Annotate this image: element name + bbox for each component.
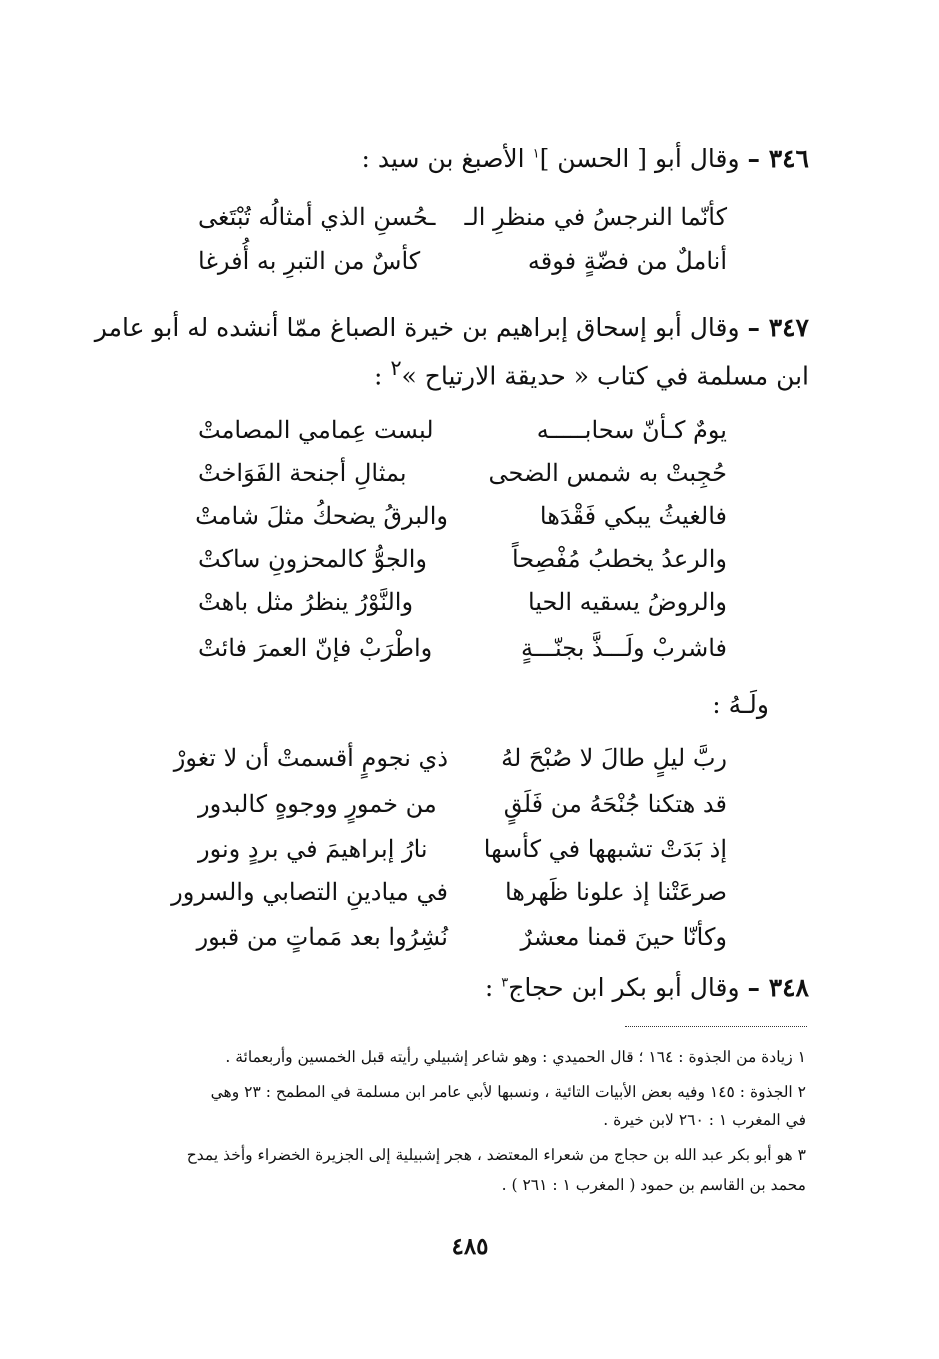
verse-hemistich-left: نارُ إبراهيمَ في بردٍ ونور (198, 835, 428, 863)
entry-text: وقال أبو [ الحسن ] (539, 144, 740, 173)
footnote-number: ٣ (797, 1146, 806, 1164)
verse-hemistich-right: والرعدُ يخطبُ مُفْصِحاً (511, 545, 727, 573)
entry-346-heading (361, 144, 809, 173)
verse-hemistich-right: صرعَتْنا إذ علونا ظَهرها (504, 878, 727, 906)
entry-text: : (373, 361, 383, 391)
verse-hemistich-right: والروضُ يسقيه الحيا (527, 588, 727, 616)
verse-hemistich-right: حُجِبتْ به شمس الضحى (488, 459, 727, 487)
footnote-ref: ١ (532, 146, 540, 162)
verse-hemistich-left: كأسٌ من التبرِ به أُفرغا (198, 247, 421, 275)
entry-number: ٣٤٨ – (747, 973, 809, 1002)
entry-text: ابن مسلمة في كتاب « حديقة الارتياح » (401, 361, 809, 391)
verse-hemistich-left: والبرقُ يضحكُ مثلَ شامتْ (195, 502, 448, 530)
entry-text: وقال أبو بكر ابن حجاج (508, 973, 740, 1002)
entry-348-heading (485, 973, 809, 1002)
verse-hemistich-left: بمثالِ أجنحة الفَوَاختْ (198, 459, 407, 487)
footnote-number: ٢ (797, 1083, 806, 1101)
verse-hemistich-left: من خمورٍ ووجوهٍ كالبدور (198, 790, 437, 818)
entry-text: الأصبغ بن سيد : (361, 144, 525, 173)
verse-hemistich-right: وكأنّا حينَ قمنا معشرٌ (520, 923, 727, 951)
verse-hemistich-left: واطْرَبْ فإنّ العمرَ فائتْ (198, 634, 433, 662)
footnote-text: زيادة من الجذوة : ١٦٤ ؛ قال الحميدي : وهو شاعر إشبيلي رأيته قبل الخمسين وأربعمائة . (225, 1048, 793, 1066)
entry-text: : (484, 973, 494, 1002)
verse-hemistich-left: ذي نجومٍ أقسمتْ أن لا تغورْ (173, 744, 448, 772)
verse-hemistich-left: نُشِرُوا بعد مَماتٍ من قبور (196, 923, 448, 951)
verse-hemistich-left: في ميادينِ التصابي والسرور (171, 878, 448, 906)
verse-hemistich-right: ربَّ ليلٍ طالَ لا صُبْحَ لهُ (501, 744, 727, 772)
verse-hemistich-left: والنَّوْرُ ينظرُ مثل باهتْ (198, 588, 414, 616)
verse-hemistich-right: يومٌ كـأنّ سحابـــــه (536, 416, 727, 444)
footnote-3-continuation: محمد بن القاسم بن حمود ( المغرب ١ : ٢٦١ ) . (501, 1176, 806, 1194)
entry-347-continuation (374, 356, 809, 390)
verse-hemistich-left: والجوُّ كالمحزونِ ساكتْ (198, 545, 428, 573)
page-number: ٤٨٥ (451, 1233, 489, 1260)
verse-hemistich-left: ـحُسنِ الذي أمثالُه تُبْتَغى (198, 203, 436, 231)
verse-hemistich-left: لبست عِمامي المصامتْ (198, 416, 434, 444)
footnote-ref: ٣ (501, 975, 509, 991)
footnote-separator (625, 1026, 807, 1027)
entry-number: ٣٤٧ – (747, 313, 809, 342)
entry-number: ٣٤٦ – (747, 144, 809, 173)
verse-hemistich-right: فالغيثُ يبكي فَقْدَها (539, 502, 727, 530)
footnote-2-continuation: في المغرب ١ : ٢٦٠ لابن خيرة . (603, 1111, 806, 1129)
verse-hemistich-right: فاشربْ ولَـــذَّ بجنّـــةٍ (521, 634, 727, 662)
entry-text: وقال أبو إسحاق إبراهيم بن خيرة الصباغ ممّا أنشده له أبو عامر (94, 313, 740, 342)
section-label-wa-lahu: ولَـهُ : (712, 690, 769, 719)
footnote-ref: ٢ (390, 356, 402, 380)
verse-hemistich-right: كأنّما النرجسُ في منظرِ الـ (464, 203, 727, 231)
verse-hemistich-right: قد هتكنا جُنْحَهُ من فَلَقٍ (503, 790, 727, 818)
footnote-text: هو أبو بكر عبد الله بن حجاج من شعراء المعتضد ، هجر إشبيلية إلى الجزيرة الخضراء وأخذ يمدح (186, 1146, 793, 1164)
footnote-number: ١ (797, 1048, 806, 1066)
entry-347-heading (95, 313, 809, 342)
footnote-text: الجذوة : ١٤٥ وفيه بعض الأبيات التائية ، ونسبها لأبي عامر ابن مسلمة في المطمح : ٢٣ وهي (210, 1083, 793, 1101)
verse-hemistich-right: إذ بَدَتْ تشبهها في كأسها (483, 835, 727, 863)
verse-hemistich-right: أناملٌ من فضّةٍ فوقه (527, 247, 727, 275)
footnote-1 (225, 1048, 806, 1066)
footnote-2 (211, 1083, 806, 1101)
footnote-3 (187, 1146, 806, 1164)
